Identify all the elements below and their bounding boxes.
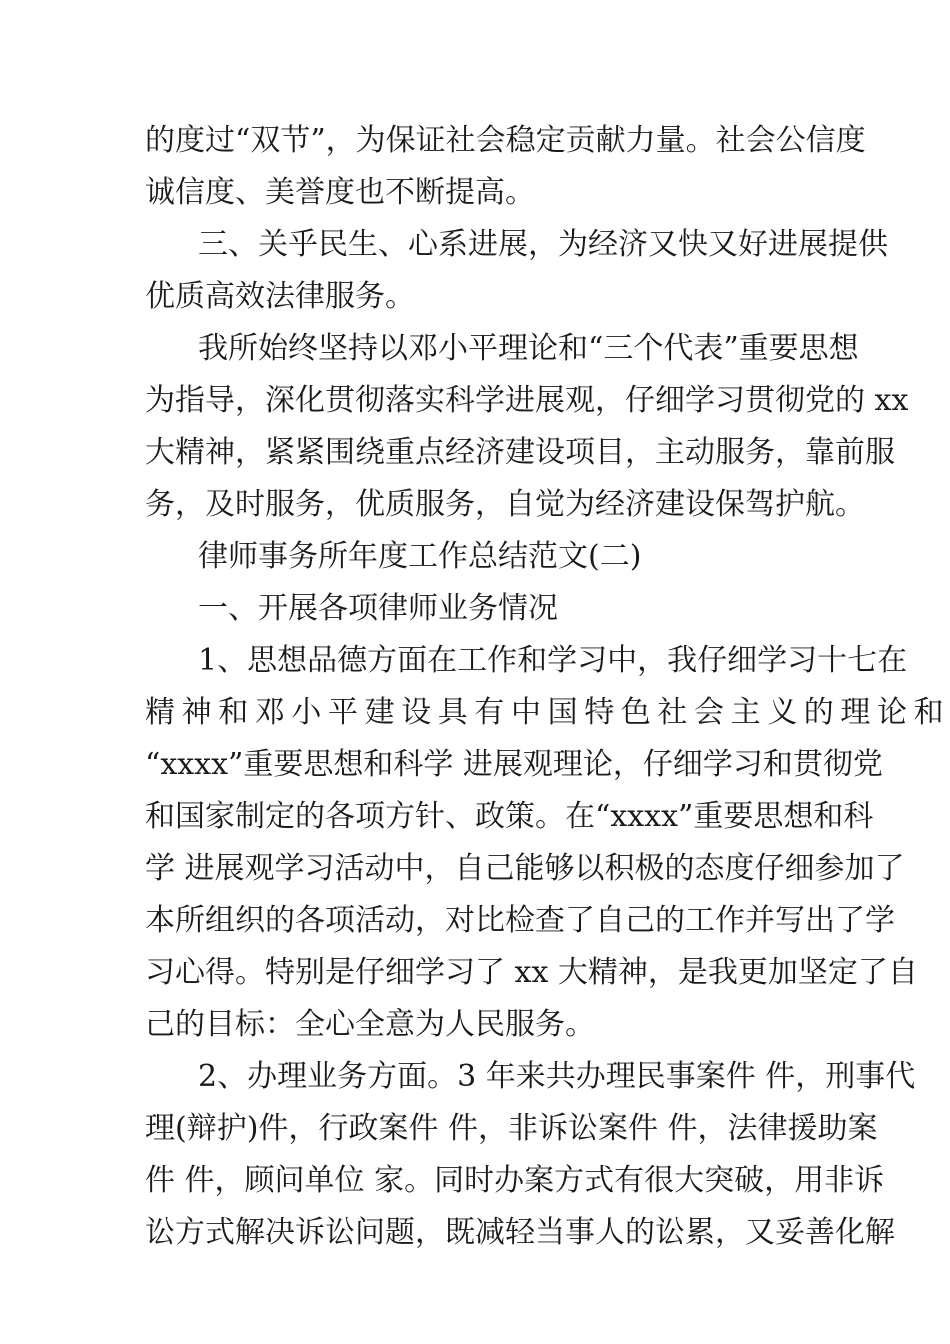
text-line: 本所组织的各项活动，对比检查了自己的工作并写出了学 bbox=[145, 903, 895, 938]
text-line: 为指导，深化贯彻落实科学进展观，仔细学习贯彻党的 xx bbox=[145, 383, 909, 418]
text-line: 2、办理业务方面。3 年来共办理民事案件 件，刑事代 bbox=[198, 1059, 916, 1094]
document-body bbox=[145, 123, 950, 1270]
text-line: 己的目标：全心全意为人民服务。 bbox=[145, 1007, 595, 1042]
text-line: 大精神，紧紧围绕重点经济建设项目，主动服务，靠前服 bbox=[145, 435, 895, 470]
text-line-content: 精神和邓小平建设具有中国特色社会主义的理论和 bbox=[145, 695, 950, 730]
text-line: 1、思想品德方面在工作和学习中，我仔细学习十七在 bbox=[198, 643, 908, 678]
text-line: 诚信度、美誉度也不断提高。 bbox=[145, 175, 535, 210]
text-line: 习心得。特别是仔细学习了 xx 大精神，是我更加坚定了自 bbox=[145, 955, 918, 990]
section-heading: 三、关乎民生、心系进展，为经济又快又好进展提供 bbox=[198, 227, 888, 262]
text-line: 务，及时服务，优质服务，自觉为经济建设保驾护航。 bbox=[145, 487, 865, 522]
text-line: 优质高效法律服务。 bbox=[145, 279, 415, 314]
text-line: 和国家制定的各项方针、政策。在“xxxx”重要思想和科 bbox=[145, 799, 874, 834]
text-line: 我所始终坚持以邓小平理论和“三个代表”重要思想 bbox=[198, 331, 859, 366]
section-heading: 一、开展各项律师业务情况 bbox=[198, 591, 558, 626]
document-subtitle: 律师事务所年度工作总结范文(二) bbox=[198, 539, 642, 574]
text-line: 讼方式解决诉讼问题，既减轻当事人的讼累，又妥善化解 bbox=[145, 1215, 895, 1250]
text-line: 的度过“双节”，为保证社会稳定贡献力量。社会公信度 bbox=[145, 123, 866, 158]
text-line-justified bbox=[145, 695, 950, 730]
text-line: 理(辩护)件，行政案件 件，非诉讼案件 件，法律援助案 bbox=[145, 1111, 878, 1146]
text-line: 件 件，顾问单位 家。同时办案方式有很大突破，用非诉 bbox=[145, 1163, 885, 1198]
text-line: “xxxx”重要思想和科学 进展观理论，仔细学习和贯彻党 bbox=[145, 747, 883, 782]
text-line: 学 进展观学习活动中，自己能够以积极的态度仔细参加了 bbox=[145, 851, 905, 886]
